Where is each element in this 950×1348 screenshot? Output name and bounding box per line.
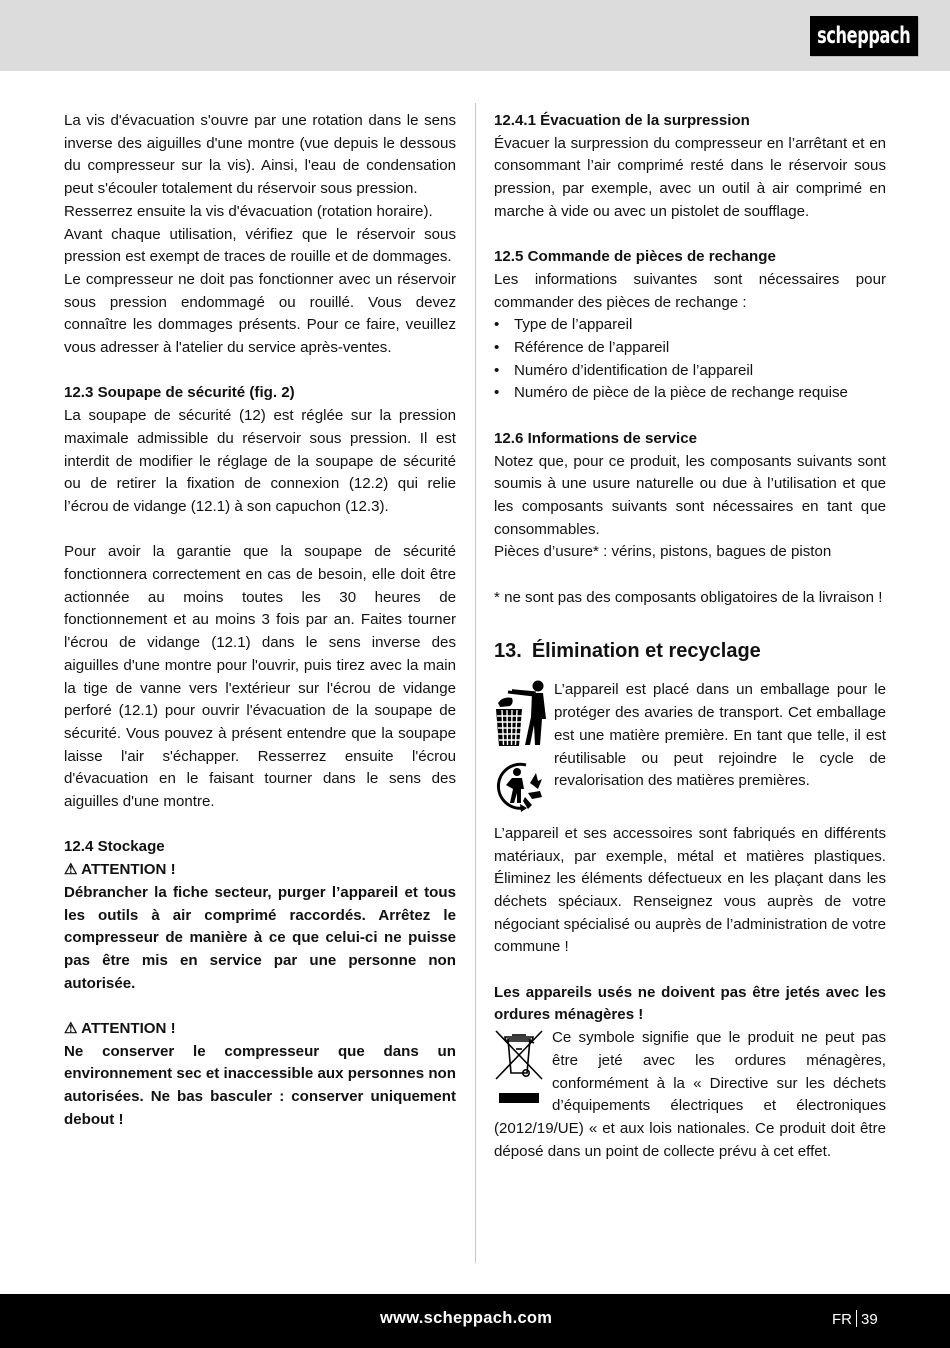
paragraph: L’appareil est placé dans un emballage pour le protéger des avaries de transport. Cet emballage est une matière première. En tant que telle, il est réutilisable ou peut rejoindre le cycle de revalorisation des matières premières. (554, 681, 886, 790)
separator (856, 1310, 857, 1327)
page-indicator (832, 1310, 878, 1328)
right-column (494, 110, 886, 1163)
crossed-out-wheelie-bin-icon (494, 1029, 546, 1105)
section-number: 13. (494, 640, 522, 663)
list-item: • Référence de l’appareil (494, 337, 886, 360)
section-heading-12-4: 12.4 Stockage (64, 838, 165, 856)
warning-text: Ne conserver le compresseur que dans un environnement sec et inaccessible aux personnes non autorisées. Ne bas basculer : conserver uniquement debout ! (64, 1042, 456, 1128)
warning-label: ⚠ ATTENTION ! (64, 1020, 176, 1038)
footnote: * ne sont pas des composants obligatoires de la livraison ! (494, 588, 883, 606)
paragraph: Pour avoir la garantie que la soupape de sécurité fonctionnera correctement en cas de besoin, elle doit être actionnée au moins toutes les 30 heures de fonctionnement et au moins 3 fois par an. Faites tourner l'écrou de vidange (12.1) dans le sens inverse des aiguilles d'une montre pour l'ouvrir, puis tirez avec la main la tige de vanne vers l'extérieur sur l'écrou de vidange perforé (12.1) pour ouvrir l'évacuation de la soupape de sécurité. Vous pouvez à présent entendre que la soupape laisse l'air s'échapper. Resserrez ensuite l'écrou d'évacuation en le faisant tourner dans le sens des aiguilles d'une montre. (64, 543, 456, 811)
paragraph: Ce symbole signifie que le produit ne peut pas être jeté avec les ordures ménagères, conformément à la « Directive sur les déchets d’équipements électriques et électroniques (2012/19/UE) « et aux lois nationales. Ce produit doit être déposé dans un point de collecte prévu à cet effet. (494, 1029, 886, 1160)
paragraph: L’appareil et ses accessoires sont fabriqués en différents matériaux, par exemple, métal et matières plastiques. Éliminez les éléments défectueux en les plaçant dans les déchets spéciaux. Renseignez vous auprès de votre négociant spécialisé ou auprès de l’administration de votre commune ! (494, 824, 886, 956)
paragraph: Resserrez ensuite la vis d'évacuation (rotation horaire). (64, 202, 433, 220)
list-item: • Numéro de pièce de la pièce de rechange requise (494, 382, 886, 405)
packaging-icons (494, 679, 548, 822)
logo-text: scheppach (817, 23, 911, 49)
warning-label: ⚠ ATTENTION ! (64, 861, 176, 879)
paragraph: Pièces d’usure* : vérins, pistons, bagues de piston (494, 543, 832, 561)
packaging-block (494, 679, 886, 959)
section-heading-12-6: 12.6 Informations de service (494, 429, 698, 447)
recycling-person-icon (494, 759, 548, 815)
scheppach-logo (810, 16, 918, 56)
section-heading-12-4-1: 12.4.1 Évacuation de la surpression (494, 112, 750, 129)
spare-parts-list (494, 314, 886, 405)
tidyman-litter-bin-icon (494, 679, 548, 749)
page-header (0, 0, 950, 71)
paragraph: Évacuer la surpression du compresseur en l’arrêtant et en consommant l’air comprimé resté dans le réservoir sous pression, par exemple, avec un outil à air comprimé en marche à vide ou avec un pistolet de soufflage. (494, 134, 886, 220)
section-heading-12-5: 12.5 Commande de pièces de rechange (494, 248, 776, 266)
paragraph: Le compresseur ne doit pas fonctionner avec un réservoir sous pression endommagé ou rouillé. Vous devez connaître les dommages présents. Pour ce faire, veuillez vous adresser à l'atelier du service après-ventes. (64, 270, 456, 357)
section-heading-12-3: 12.3 Soupape de sécurité (fig. 2) (64, 384, 295, 402)
section-heading-13 (494, 639, 886, 663)
page-footer (0, 1294, 950, 1348)
weee-icon-wrap (494, 1029, 546, 1113)
language-code: FR (832, 1311, 852, 1328)
paragraph: Les informations suivantes sont nécessaires pour commander des pièces de rechange : (494, 270, 886, 311)
list-item: • Numéro d’identification de l’appareil (494, 360, 886, 383)
page-number: 39 (861, 1311, 878, 1328)
website-link[interactable]: www.scheppach.com (380, 1309, 553, 1327)
paragraph: Notez que, pour ce produit, les composants suivants sont soumis à une usure naturelle ou due à l’utilisation et que les composants suivants sont nécessaires en tant que consommables. (494, 452, 886, 538)
paragraph: La soupape de sécurité (12) est réglée sur la pression maximale admissible du réservoir sous pression. Il est interdit de modifier le réglage de la soupape de sécurité ou de retirer la fixation de connexion (12.2) qui relie l’écrou de vidange (12.1) à son capuchon (12.3). (64, 407, 456, 515)
list-item: • Type de l’appareil (494, 314, 886, 337)
section-title: Élimination et recyclage (531, 640, 761, 663)
paragraph: Avant chaque utilisation, vérifiez que le réservoir sous pression est exempt de traces de rouille et de dommages. (64, 225, 456, 266)
weee-heading: Les appareils usés ne doivent pas être jetés avec les ordures ménagères ! (494, 983, 886, 1024)
left-column (64, 110, 456, 1132)
warning-text: Débrancher la fiche secteur, purger l’appareil et tous les outils à air comprimé raccordés. Arrêtez le compresseur de manière à ce que celui-ci ne puisse pas être mis en service par une personne non autorisée. (64, 883, 456, 992)
column-divider (475, 103, 476, 1263)
paragraph: La vis d'évacuation s'ouvre par une rotation dans le sens inverse des aiguilles d'une montre (vue depuis le dessous du compresseur sur la vis). Ainsi, l'eau de condensation peut s'écouler totalement du réservoir sous pression. (64, 112, 456, 198)
weee-block (494, 1027, 886, 1163)
